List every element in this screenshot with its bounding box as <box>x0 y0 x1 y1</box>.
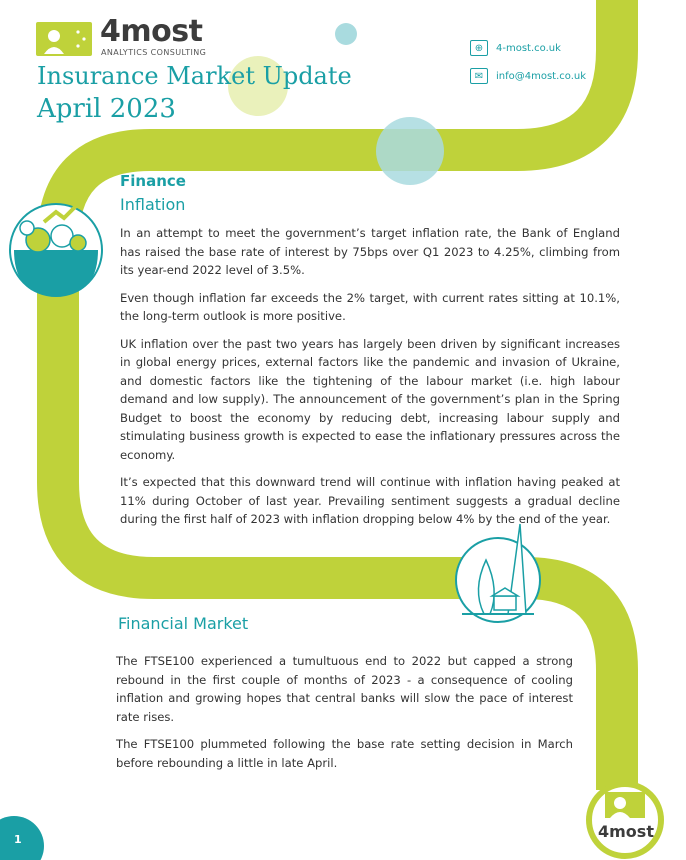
logo-avatar <box>36 22 92 56</box>
page-number: 1 <box>14 833 22 846</box>
paragraph: UK inflation over the past two years has largely been driven by significant increases in global energy prices, external factors like the pandemic and invasion of Ukraine, and domestic factors like the tightening of the labour market (i.e. high labour demand and low supply). The announcement of the government’s plan in the Spring Budget to boost the economy by reducing debt, increasing labour supply and stimulating business growth is expected to ease the inflationary pressures across the economy. <box>120 336 620 462</box>
website-text[interactable]: 4-most.co.uk <box>496 42 561 54</box>
mail-icon: ✉ <box>470 68 488 84</box>
section-heading-finance: Finance <box>120 172 186 190</box>
paragraph: Even though inflation far exceeds the 2% target, with current rates sitting at 10.1%, the long-term outlook is more positive. <box>120 290 620 323</box>
paragraph: It’s expected that this downward trend will continue with inflation having peaked at 11% during October of last year. Prevailing sentiment suggests a gradual decline during the first half of 2023 with inflation dropping below 4% by the end of the year. <box>120 475 620 526</box>
document-date: April 2023 <box>37 94 176 124</box>
bubble-teal-large <box>376 117 444 185</box>
heading-financial-market: Financial Market <box>118 614 249 633</box>
bubble-teal-small <box>335 23 357 45</box>
document-title: Insurance Market Update <box>37 62 352 90</box>
brand-name: 4most <box>100 14 203 49</box>
london-skyline-icon <box>456 524 540 622</box>
contact-email[interactable] <box>470 68 586 84</box>
email-text[interactable]: info@4most.co.uk <box>496 70 587 82</box>
subheading-inflation: Inflation <box>120 195 186 214</box>
paragraph: The FTSE100 experienced a tumultuous end to 2022 but capped a strong rebound in the first couple of months of 2023 - a consequence of cooling inflation and growing hopes that central banks will slow the pace of interest rate rises. <box>116 654 573 724</box>
footer-brand: 4most <box>598 822 654 841</box>
paragraph: The FTSE100 plummeted following the base rate setting decision in March before rebounding a little in late April. <box>116 737 573 770</box>
page-number-badge <box>0 816 44 860</box>
globe-icon: ⊕ <box>470 40 488 56</box>
paragraph: In an attempt to meet the government’s target inflation rate, the Bank of England has raised the base rate of interest by 75bps over Q1 2023 to 4.25%, climbing from its year-end 2022 level of 3.5%. <box>120 226 620 277</box>
logo-avatar-icon <box>589 784 661 856</box>
inflation-body <box>120 224 620 538</box>
contact-website[interactable] <box>470 40 561 56</box>
fruit-bowl-icon <box>10 200 102 296</box>
financial-market-body <box>116 652 573 781</box>
brand-tagline: ANALYTICS CONSULTING <box>101 48 207 57</box>
